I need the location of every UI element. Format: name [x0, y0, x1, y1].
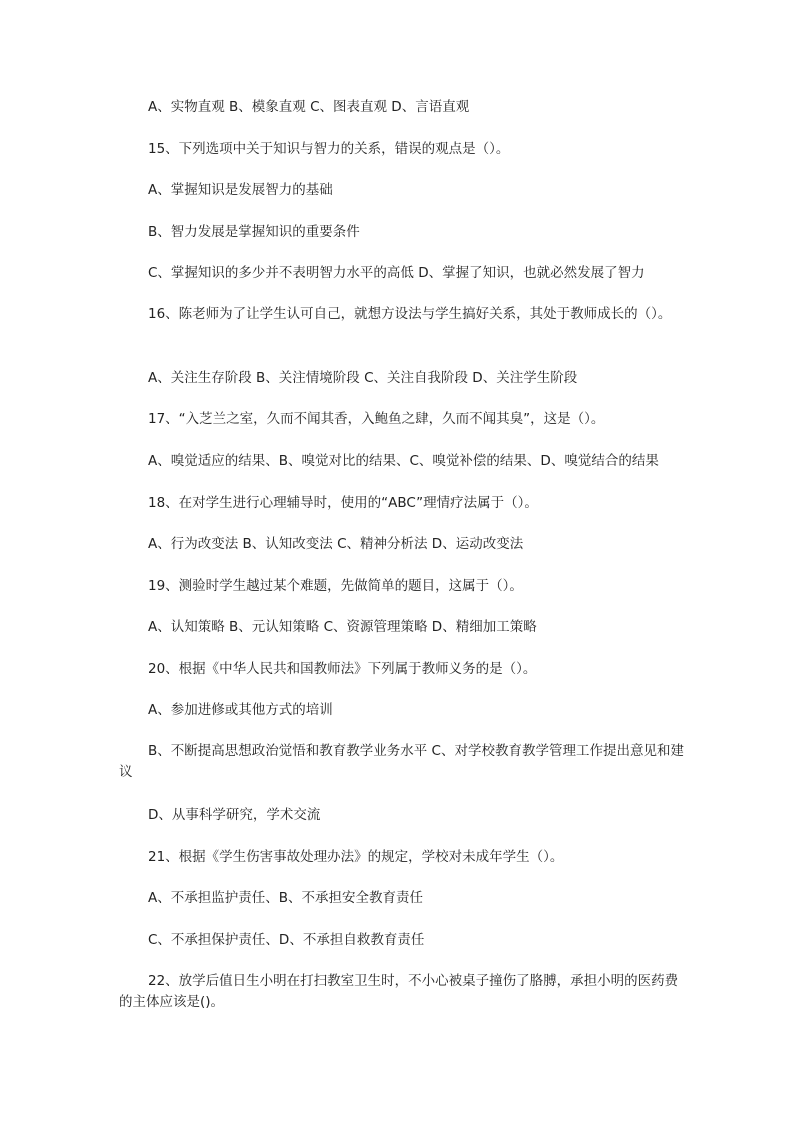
- q21-question: 21、根据《学生伤害事故处理办法》的规定，学校对未成年学生（）。: [148, 849, 564, 865]
- q17-options: A、嗅觉适应的结果、B、嗅觉对比的结果、C、嗅觉补偿的结果、D、嗅觉结合的结果: [148, 453, 659, 469]
- q15-option-a: A、掌握知识是发展智力的基础: [148, 182, 333, 198]
- q20-option-d: D、从事科学研究，学术交流: [148, 807, 321, 823]
- q20-question: 20、根据《中华人民共和国教师法》下列属于教师义务的是（）。: [148, 661, 537, 677]
- q18-question: 18、在对学生进行心理辅导时，使用的“ABC”理情疗法属于（）。: [148, 495, 538, 511]
- q18-options: A、行为改变法 B、认知改变法 C、精神分析法 D、运动改变法: [148, 536, 524, 552]
- q16-options: A、关注生存阶段 B、关注情境阶段 C、关注自我阶段 D、关注学生阶段: [148, 370, 578, 386]
- q19-question: 19、测验时学生越过某个难题，先做简单的题目，这属于（）。: [148, 578, 523, 594]
- q20-option-a: A、参加进修或其他方式的培训: [148, 702, 333, 718]
- q19-options: A、认知策略 B、元认知策略 C、资源管理策略 D、精细加工策略: [148, 619, 537, 635]
- q16-question: 16、陈老师为了让学生认可自己，就想方设法与学生搞好关系，其处于教师成长的（）。: [148, 306, 672, 322]
- q20-option-bc: B、不断提高思想政治觉悟和教育教学业务水平 C、对学校教育教学管理工作提出意见和建议: [119, 743, 684, 780]
- q15-option-b: B、智力发展是掌握知识的重要条件: [148, 224, 360, 240]
- q17-question: 17、“入芝兰之室，久而不闻其香，入鲍鱼之肆，久而不闻其臭”，这是（）。: [148, 411, 605, 427]
- q22-question: 22、放学后值日生小明在打扫教室卫生时，不小心被桌子撞伤了胳膊，承担小明的医药费的主体应该是()。: [119, 973, 679, 1010]
- q21-option-cd: C、不承担保护责任、D、不承担自救教育责任: [148, 932, 425, 948]
- q21-option-ab: A、不承担监护责任、B、不承担安全教育责任: [148, 890, 423, 906]
- q15-question: 15、下列选项中关于知识与智力的关系，错误的观点是（）。: [148, 141, 510, 157]
- q15-option-cd: C、掌握知识的多少并不表明智力水平的高低 D、掌握了知识，也就必然发展了智力: [148, 265, 645, 281]
- q14-options: A、实物直观 B、模象直观 C、图表直观 D、言语直观: [148, 99, 470, 115]
